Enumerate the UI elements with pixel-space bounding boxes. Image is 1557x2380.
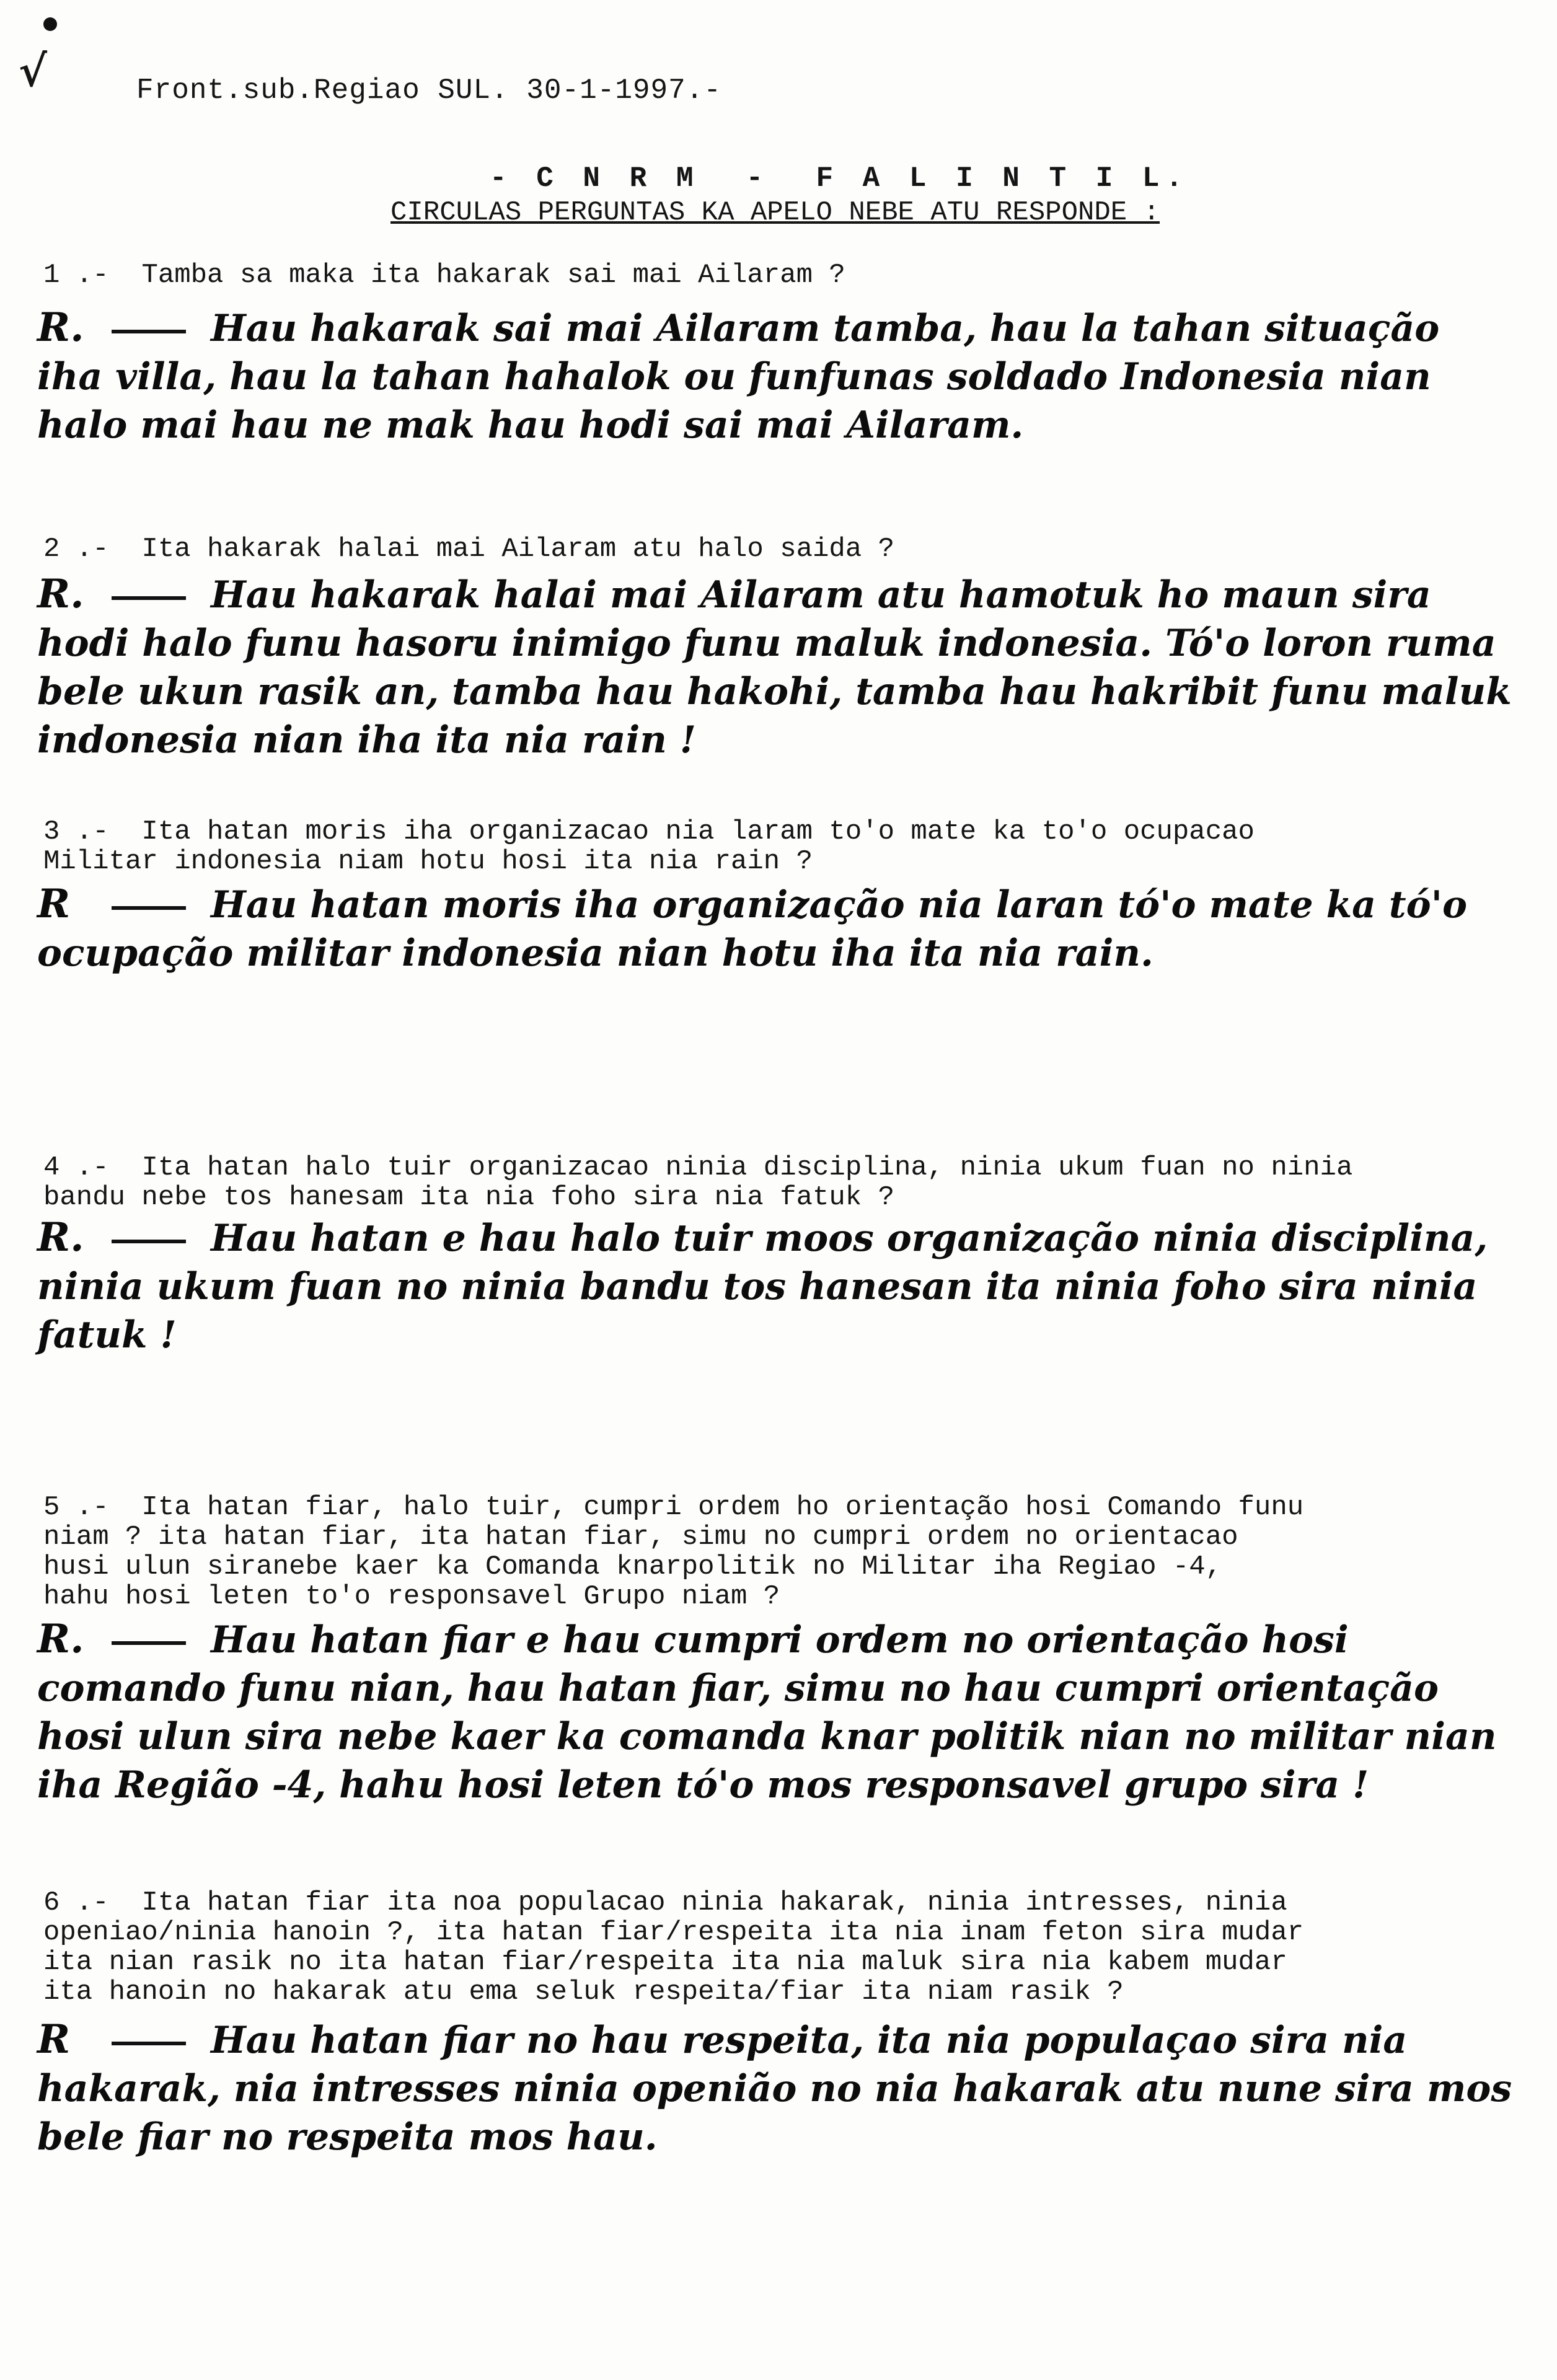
question-text: Ita hatan moris iha organizacao nia laram to'o mate ka to'o ocupacao Militar indonesia niam hotu hosi ita nia rain ? (43, 816, 1255, 877)
reply-mark: R (37, 2016, 71, 2063)
question-2 (43, 534, 894, 564)
handwritten-answer: Hau hatan fiar no hau respeita, ita nia populaçao sira nia hakarak, nia intresses ninia openião no nia hakarak atu nune sira mos bele fiar no respeita mos hau. (37, 2019, 1512, 2159)
dash-line (112, 1240, 186, 1243)
question-number: 4 .- (43, 1152, 109, 1183)
handwritten-answer: Hau hakarak sai mai Ailaram tamba, hau la tahan situação iha villa, hau la tahan hahalok ou funfunas soldado Indonesia nian halo mai hau ne mak hau hodi sai mai Ailaram. (37, 307, 1440, 447)
check-mark: √ (19, 45, 48, 97)
question-text: Ita hatan halo tuir organizacao ninia disciplina, ninia ukum fuan no ninia bandu nebe tos hanesam ita nia foho sira nia fatuk ? (43, 1152, 1353, 1213)
question-5 (43, 1492, 1303, 1611)
dash-line (112, 906, 186, 910)
handwritten-answer: Hau hatan e hau halo tuir moos organização ninia disciplina, ninia ukum fuan no ninia bandu tos hanesan ita ninia foho sira ninia fatuk ! (37, 1217, 1488, 1357)
question-4 (43, 1153, 1352, 1212)
question-number: 2 .- (43, 534, 109, 565)
answer-4 (37, 1214, 1512, 1359)
reply-mark: R. (37, 1214, 84, 1261)
answer-3 (37, 880, 1512, 977)
reply-mark: R. (37, 571, 84, 617)
question-number: 1 .- (43, 260, 109, 291)
question-text: Tamba sa maka ita hakarak sai mai Ailaram ? (141, 260, 845, 291)
dash-line (112, 2042, 186, 2045)
question-number: 5 .- (43, 1492, 109, 1523)
reply-mark: R (37, 881, 71, 927)
dash-line (112, 1641, 186, 1645)
answer-5 (37, 1615, 1512, 1809)
handwritten-answer: Hau hakarak halai mai Ailaram atu hamotuk ho maun sira hodi halo funu hasoru inimigo funu maluk indonesia. Tó'o loron ruma bele ukun rasik an, tamba hau hakohi, tamba hau hakribit funu maluk indonesia nian iha ita nia rain ! (37, 573, 1512, 762)
ink-dot-mark (43, 17, 57, 31)
circular-title: CIRCULAS PERGUNTAS KA APELO NEBE ATU RESPONDE : (390, 197, 1160, 228)
dash-line (112, 330, 186, 333)
question-6 (43, 1888, 1303, 2007)
question-text: Ita hatan fiar ita noa populacao ninia hakarak, ninia intresses, ninia openiao/ninia hanoin ?, ita hatan fiar/respeita ita nia inam feton sira mudar ita nian rasik no ita hatan fiar/respeita ita nia maluk sira nia kabem mudar ita hanoin no hakarak atu ema seluk respeita/fiar ita niam rasik ? (43, 1887, 1304, 2008)
handwritten-answer: Hau hatan moris iha organização nia laran tó'o mate ka tó'o ocupação militar indonesia nian hotu iha ita nia rain. (37, 883, 1468, 975)
reply-mark: R. (37, 304, 84, 351)
answer-6 (37, 2016, 1512, 2161)
question-text: Ita hakarak halai mai Ailaram atu halo saida ? (141, 534, 895, 565)
answer-1 (37, 304, 1512, 449)
dash-line (112, 596, 186, 600)
question-1 (43, 260, 845, 290)
reply-mark: R. (37, 1616, 84, 1662)
organization-title: - C N R M - F A L I N T I L. (490, 162, 1189, 195)
question-number: 3 .- (43, 816, 109, 847)
question-3 (43, 817, 1255, 876)
question-number: 6 .- (43, 1887, 109, 1918)
question-text: Ita hatan fiar, halo tuir, cumpri ordem ho orientação hosi Comando funu niam ? ita hatan fiar, ita hatan fiar, simu no cumpri ordem no orientacao husi ulun siranebe kaer ka Comanda knarpolitik no Militar iha Regiao -4, hahu hosi leten to'o responsavel Grupo niam ? (43, 1492, 1304, 1612)
handwritten-answer: Hau hatan fiar e hau cumpri ordem no orientação hosi comando funu nian, hau hatan fiar, simu no hau cumpri orientação hosi ulun sira nebe kaer ka comanda knar politik nian no militar nian iha Região -4, hahu hosi leten tó'o mos responsavel grupo sira ! (37, 1618, 1497, 1807)
answer-2 (37, 570, 1512, 764)
location-date-header: Front.sub.Regiao SUL. 30-1-1997.- (136, 74, 721, 107)
